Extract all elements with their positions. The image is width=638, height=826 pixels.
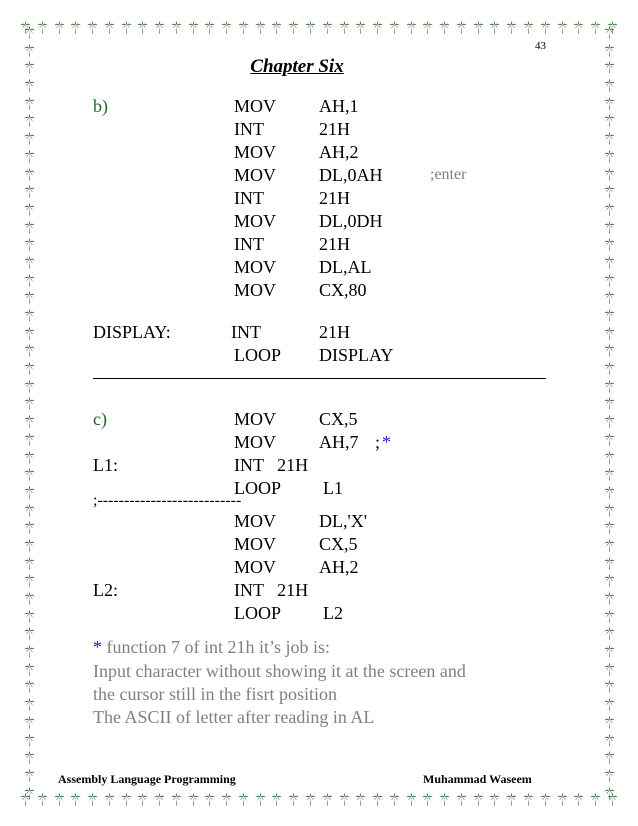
palm-tree-icon <box>70 21 81 34</box>
palm-tree-icon <box>24 433 35 446</box>
palm-tree-icon <box>604 44 615 57</box>
palm-tree-icon <box>137 793 148 806</box>
palm-tree-icon <box>355 21 366 34</box>
palm-tree-icon <box>24 610 35 623</box>
palm-tree-icon <box>557 793 568 806</box>
palm-tree-icon <box>24 451 35 464</box>
palm-tree-icon <box>24 309 35 322</box>
palm-tree-icon <box>604 415 615 428</box>
palm-tree-icon <box>489 793 500 806</box>
palm-tree-icon <box>322 21 333 34</box>
palm-tree-icon <box>604 26 615 39</box>
palm-tree-icon <box>24 468 35 481</box>
decorative-border-bottom <box>20 792 618 806</box>
palm-tree-icon <box>604 203 615 216</box>
footnote-line: the cursor still in the fisrt position <box>93 684 337 704</box>
palm-tree-icon <box>171 21 182 34</box>
palm-tree-icon <box>604 680 615 693</box>
decorative-border-right <box>602 26 616 800</box>
code-op: LOOP <box>234 345 282 365</box>
palm-tree-icon <box>557 21 568 34</box>
palm-tree-icon <box>154 21 165 34</box>
palm-tree-icon <box>24 592 35 605</box>
palm-tree-icon <box>439 21 450 34</box>
palm-tree-icon <box>604 150 615 163</box>
palm-tree-icon <box>604 539 615 552</box>
code-args: 21H <box>319 234 350 254</box>
code-op: MOV <box>234 96 277 116</box>
palm-tree-icon <box>473 21 484 34</box>
palm-tree-icon <box>288 21 299 34</box>
code-op: MOV <box>234 557 277 577</box>
palm-tree-icon <box>372 793 383 806</box>
code-args: AH,2 <box>319 557 359 577</box>
palm-tree-icon <box>573 793 584 806</box>
code-args: AH,7 <box>319 432 359 452</box>
palm-tree-icon <box>456 21 467 34</box>
palm-tree-icon <box>24 291 35 304</box>
palm-tree-icon <box>604 663 615 676</box>
code-args: DISPLAY <box>319 345 394 365</box>
palm-tree-icon <box>87 21 98 34</box>
palm-tree-icon <box>604 645 615 658</box>
palm-tree-icon <box>24 44 35 57</box>
palm-tree-icon <box>271 21 282 34</box>
palm-tree-icon <box>604 238 615 251</box>
palm-tree-icon <box>604 451 615 464</box>
palm-tree-icon <box>204 793 215 806</box>
code-args: CX,80 <box>319 280 367 300</box>
palm-tree-icon <box>121 793 132 806</box>
palm-tree-icon <box>24 132 35 145</box>
palm-tree-icon <box>604 344 615 357</box>
palm-tree-icon <box>604 97 615 110</box>
palm-tree-icon <box>604 627 615 640</box>
section-b-label: b) <box>93 96 108 116</box>
l2-label: L2: <box>93 580 118 600</box>
code-args: DL,'X' <box>319 511 367 531</box>
palm-tree-icon <box>154 793 165 806</box>
section-divider <box>93 378 546 379</box>
palm-tree-icon <box>604 698 615 711</box>
palm-tree-icon <box>24 274 35 287</box>
comment-separator: ;--------------------------- <box>93 492 242 509</box>
palm-tree-icon <box>24 79 35 92</box>
palm-tree-icon <box>523 21 534 34</box>
palm-tree-icon <box>604 380 615 393</box>
palm-tree-icon <box>24 627 35 640</box>
palm-tree-icon <box>121 21 132 34</box>
code-op: MOV <box>234 211 277 231</box>
l1-label: L1: <box>93 455 118 475</box>
palm-tree-icon <box>24 751 35 764</box>
footer-left: Assembly Language Programming <box>58 772 236 786</box>
footnote-first-line <box>93 637 330 657</box>
palm-tree-icon <box>604 256 615 269</box>
palm-tree-icon <box>24 168 35 181</box>
code-args: AH,1 <box>319 96 359 116</box>
palm-tree-icon <box>523 793 534 806</box>
palm-tree-icon <box>104 793 115 806</box>
code-op: MOV <box>234 165 277 185</box>
palm-tree-icon <box>604 751 615 764</box>
palm-tree-icon <box>24 769 35 782</box>
palm-tree-icon <box>456 793 467 806</box>
code-op: MOV <box>234 280 277 300</box>
palm-tree-icon <box>604 486 615 499</box>
palm-tree-icon <box>372 21 383 34</box>
code-instruction: INT 21H <box>234 580 309 600</box>
code-op: MOV <box>234 432 277 452</box>
palm-tree-icon <box>37 793 48 806</box>
palm-tree-icon <box>604 274 615 287</box>
palm-tree-icon <box>604 309 615 322</box>
palm-tree-icon <box>221 21 232 34</box>
palm-tree-icon <box>506 21 517 34</box>
palm-tree-icon <box>422 21 433 34</box>
palm-tree-icon <box>24 539 35 552</box>
palm-tree-icon <box>24 114 35 127</box>
palm-tree-icon <box>238 793 249 806</box>
code-op: MOV <box>234 534 277 554</box>
palm-tree-icon <box>389 21 400 34</box>
palm-tree-icon <box>604 734 615 747</box>
palm-tree-icon <box>137 21 148 34</box>
palm-tree-icon <box>24 203 35 216</box>
palm-tree-icon <box>604 362 615 375</box>
footnote-marker: * <box>382 432 391 452</box>
decorative-border-left <box>22 26 36 800</box>
palm-tree-icon <box>255 793 266 806</box>
code-op: LOOP <box>234 478 282 498</box>
page-number: 43 <box>535 40 546 52</box>
code-op: MOV <box>234 142 277 162</box>
palm-tree-icon <box>24 380 35 393</box>
code-op: MOV <box>234 511 277 531</box>
palm-tree-icon <box>540 21 551 34</box>
palm-tree-icon <box>604 592 615 605</box>
palm-tree-icon <box>339 793 350 806</box>
code-args: L1 <box>323 478 343 498</box>
palm-tree-icon <box>406 21 417 34</box>
display-label: DISPLAY: <box>93 322 171 342</box>
palm-tree-icon <box>24 26 35 39</box>
palm-tree-icon <box>24 238 35 251</box>
palm-tree-icon <box>604 132 615 145</box>
palm-tree-icon <box>590 793 601 806</box>
palm-tree-icon <box>573 21 584 34</box>
code-args: DL,0DH <box>319 211 383 231</box>
palm-tree-icon <box>604 291 615 304</box>
code-op: INT <box>231 322 261 342</box>
palm-tree-icon <box>604 221 615 234</box>
palm-tree-icon <box>473 793 484 806</box>
palm-tree-icon <box>604 114 615 127</box>
palm-tree-icon <box>24 734 35 747</box>
palm-tree-icon <box>24 680 35 693</box>
palm-tree-icon <box>540 793 551 806</box>
palm-tree-icon <box>70 793 81 806</box>
code-op: MOV <box>234 409 277 429</box>
palm-tree-icon <box>604 769 615 782</box>
palm-tree-icon <box>87 793 98 806</box>
palm-tree-icon <box>439 793 450 806</box>
palm-tree-icon <box>604 397 615 410</box>
palm-tree-icon <box>54 21 65 34</box>
section-c-label: c) <box>93 409 107 429</box>
palm-tree-icon <box>406 793 417 806</box>
code-args: AH,2 <box>319 142 359 162</box>
palm-tree-icon <box>24 504 35 517</box>
palm-tree-icon <box>24 150 35 163</box>
palm-tree-icon <box>271 793 282 806</box>
palm-tree-icon <box>389 793 400 806</box>
palm-tree-icon <box>24 362 35 375</box>
code-comment: ;enter <box>430 166 467 183</box>
palm-tree-icon <box>24 521 35 534</box>
palm-tree-icon <box>24 397 35 410</box>
palm-tree-icon <box>24 221 35 234</box>
palm-tree-icon <box>24 97 35 110</box>
footnote-line: The ASCII of letter after reading in AL <box>93 707 375 727</box>
code-op: INT <box>234 188 264 208</box>
palm-tree-icon <box>24 663 35 676</box>
palm-tree-icon <box>24 486 35 499</box>
chapter-title-text: Chapter Six <box>250 56 344 77</box>
palm-tree-icon <box>204 21 215 34</box>
palm-tree-icon <box>489 21 500 34</box>
code-op: INT <box>234 119 264 139</box>
footnote-text: function 7 of int 21h it’s job is: <box>102 637 330 657</box>
palm-tree-icon <box>288 793 299 806</box>
palm-tree-icon <box>322 793 333 806</box>
palm-tree-icon <box>604 610 615 623</box>
palm-tree-icon <box>255 21 266 34</box>
code-args: CX,5 <box>319 534 358 554</box>
code-args: DL,AL <box>319 257 372 277</box>
palm-tree-icon <box>24 185 35 198</box>
palm-tree-icon <box>188 793 199 806</box>
palm-tree-icon <box>37 21 48 34</box>
palm-tree-icon <box>24 327 35 340</box>
palm-tree-icon <box>54 793 65 806</box>
palm-tree-icon <box>171 793 182 806</box>
palm-tree-icon <box>604 79 615 92</box>
palm-tree-icon <box>604 327 615 340</box>
palm-tree-icon <box>305 21 316 34</box>
code-args: CX,5 <box>319 409 358 429</box>
code-op: LOOP <box>234 603 282 623</box>
palm-tree-icon <box>506 793 517 806</box>
palm-tree-icon <box>104 21 115 34</box>
palm-tree-icon <box>604 574 615 587</box>
palm-tree-icon <box>305 793 316 806</box>
code-args: 21H <box>319 188 350 208</box>
footnote-star: * <box>93 637 102 657</box>
code-args: L2 <box>323 603 343 623</box>
palm-tree-icon <box>24 787 35 800</box>
palm-tree-icon <box>604 787 615 800</box>
code-args: DL,0AH <box>319 165 383 185</box>
footnote-line: Input character without showing it at the screen and <box>93 661 466 681</box>
code-op: INT <box>234 234 264 254</box>
code-op: MOV <box>234 257 277 277</box>
decorative-border-top <box>20 20 618 34</box>
palm-tree-icon <box>604 468 615 481</box>
palm-tree-icon <box>24 344 35 357</box>
palm-tree-icon <box>221 793 232 806</box>
code-args: 21H <box>319 119 350 139</box>
palm-tree-icon <box>422 793 433 806</box>
palm-tree-icon <box>24 716 35 729</box>
palm-tree-icon <box>355 793 366 806</box>
palm-tree-icon <box>604 433 615 446</box>
palm-tree-icon <box>24 698 35 711</box>
footer-right: Muhammad Waseem <box>423 772 532 786</box>
chapter-title <box>0 56 638 78</box>
palm-tree-icon <box>604 521 615 534</box>
palm-tree-icon <box>604 716 615 729</box>
palm-tree-icon <box>24 574 35 587</box>
palm-tree-icon <box>604 557 615 570</box>
palm-tree-icon <box>604 185 615 198</box>
palm-tree-icon <box>238 21 249 34</box>
palm-tree-icon <box>24 256 35 269</box>
palm-tree-icon <box>604 504 615 517</box>
palm-tree-icon <box>24 557 35 570</box>
palm-tree-icon <box>188 21 199 34</box>
palm-tree-icon <box>24 645 35 658</box>
code-args: 21H <box>319 322 350 342</box>
code-comment: ; <box>375 432 381 452</box>
code-instruction: INT 21H <box>234 455 309 475</box>
palm-tree-icon <box>24 415 35 428</box>
palm-tree-icon <box>590 21 601 34</box>
palm-tree-icon <box>604 168 615 181</box>
palm-tree-icon <box>339 21 350 34</box>
